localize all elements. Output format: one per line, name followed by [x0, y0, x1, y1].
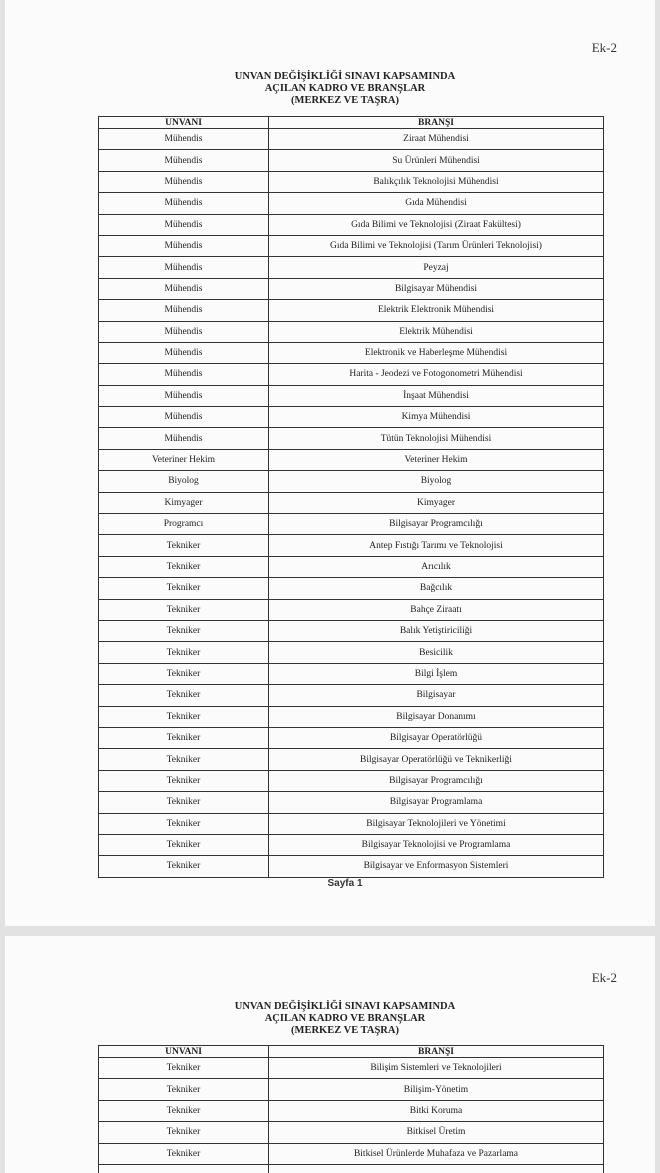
cell-bransi: Bitkisel Ürünlerde Muhafaza ve Pazarlama	[269, 1143, 604, 1164]
table-row	[99, 1079, 604, 1100]
table-row	[99, 663, 604, 684]
heading-line-1: UNVAN DEĞİŞİKLİĞİ SINAVI KAPSAMINDA	[234, 71, 456, 82]
cell-unvani: Tekniker	[99, 578, 269, 599]
cell-bransi: Bilgisayar ve Enformasyon Sistemleri	[269, 856, 604, 877]
table-row	[99, 471, 604, 492]
cell-bransi: Arıcılık	[269, 556, 604, 577]
table-row	[99, 449, 604, 470]
table-row	[99, 321, 604, 342]
cell-bransi: Harita - Jeodezi ve Fotogonometri Mühendisi	[269, 364, 604, 385]
cell-bransi: Bilgisayar Teknolojisi ve Programlama	[269, 834, 604, 855]
column-header-unvani: UNVANI	[99, 117, 269, 129]
table-row	[99, 514, 604, 535]
cell-unvani: Tekniker	[99, 620, 269, 641]
table-row	[99, 407, 604, 428]
heading-line-3: (MERKEZ VE TAŞRA)	[291, 1025, 399, 1036]
cell-bransi: Bitkisel Üretim	[269, 1122, 604, 1143]
table-row	[99, 171, 604, 192]
table-row	[99, 235, 604, 256]
cell-bransi: Bilişim Sistemleri ve Teknolojileri	[269, 1058, 604, 1079]
annex-label: Ek-2	[591, 40, 617, 55]
table-row	[99, 364, 604, 385]
table-row	[99, 727, 604, 748]
cell-unvani: Kimyager	[99, 492, 269, 513]
cell-unvani: Veteriner Hekim	[99, 449, 269, 470]
cell-bransi: Bilgisayar Programlama	[269, 792, 604, 813]
cell-unvani: Mühendis	[99, 321, 269, 342]
table-row	[99, 428, 604, 449]
table-row	[99, 556, 604, 577]
table-row	[99, 300, 604, 321]
positions-table	[98, 116, 604, 878]
heading-line-2: AÇILAN KADRO VE BRANŞLAR	[264, 1013, 426, 1024]
cell-bransi: Bilgisayar Programcılığı	[269, 770, 604, 791]
table-row	[99, 706, 604, 727]
cell-unvani: Mühendis	[99, 193, 269, 214]
table-row	[99, 813, 604, 834]
cell-bransi: Bilgi İşlem	[269, 663, 604, 684]
table-row	[99, 599, 604, 620]
table-row	[99, 193, 604, 214]
cell-unvani: Mühendis	[99, 407, 269, 428]
cell-bransi: Bilgisayar Mühendisi	[269, 278, 604, 299]
heading-line-3: (MERKEZ VE TAŞRA)	[291, 95, 399, 106]
cell-unvani: Mühendis	[99, 364, 269, 385]
cell-unvani: Programcı	[99, 514, 269, 535]
cell-unvani: Mühendis	[99, 257, 269, 278]
cell-unvani: Mühendis	[99, 342, 269, 363]
table-row	[99, 150, 604, 171]
cell-unvani: Mühendis	[99, 278, 269, 299]
cell-unvani: Tekniker	[99, 685, 269, 706]
document-page-2	[5, 936, 655, 1173]
cell-bransi: Tütün Teknolojisi Mühendisi	[269, 428, 604, 449]
table-row	[99, 257, 604, 278]
cell-unvani: Tekniker	[99, 1100, 269, 1121]
table-row	[99, 535, 604, 556]
cell-unvani: Tekniker	[99, 727, 269, 748]
cell-bransi: Bilgisayar Operatörlüğü	[269, 727, 604, 748]
cell-unvani: Tekniker	[99, 556, 269, 577]
cell-bransi: Bilgisayar	[269, 685, 604, 706]
cell-bransi: Bağcılık	[269, 578, 604, 599]
cell-unvani: Tekniker	[99, 1079, 269, 1100]
document-page-1	[5, 0, 655, 926]
table-header-row	[99, 1046, 604, 1058]
cell-bransi: Bilgisayar Operatörlüğü ve Teknikerliği	[269, 749, 604, 770]
cell-bransi: Bilgisayar Programcılığı	[269, 514, 604, 535]
annex-label: Ek-2	[591, 970, 617, 985]
cell-bransi: Gıda Mühendisi	[269, 193, 604, 214]
table-row	[99, 1143, 604, 1164]
cell-unvani: Tekniker	[99, 706, 269, 727]
cell-bransi: Elektrik Mühendisi	[269, 321, 604, 342]
table-row	[99, 1058, 604, 1079]
cell-unvani: Tekniker	[99, 1058, 269, 1079]
cell-bransi: Elektronik ve Haberleşme Mühendisi	[269, 342, 604, 363]
cell-unvani: Mühendis	[99, 171, 269, 192]
table-row	[99, 620, 604, 641]
cell-unvani: Tekniker	[99, 535, 269, 556]
cell-bransi: Kimyager	[269, 492, 604, 513]
cell-bransi: Balıkçılık Teknolojisi Mühendisi	[269, 171, 604, 192]
cell-bransi: Bitki Koruma	[269, 1100, 604, 1121]
cell-unvani: Tekniker	[99, 770, 269, 791]
table-row	[99, 129, 604, 150]
cell-bransi: Bahçe Ziraatı	[269, 599, 604, 620]
table-row	[99, 1122, 604, 1143]
cell-bransi: Gıda Bilimi ve Teknolojisi (Tarım Ürünleri Teknolojisi)	[269, 235, 604, 256]
cell-bransi: Ziraat Mühendisi	[269, 129, 604, 150]
cell-unvani: Tekniker	[99, 1122, 269, 1143]
cell-unvani: Tekniker	[99, 663, 269, 684]
cell-bransi: Veteriner Hekim	[269, 449, 604, 470]
document-heading	[5, 71, 655, 107]
table-body	[99, 1058, 604, 1173]
cell-bransi: Gıda Bilimi ve Teknolojisi (Ziraat Fakültesi)	[269, 214, 604, 235]
cell-unvani: Tekniker	[99, 1143, 269, 1164]
cell-unvani: Tekniker	[99, 856, 269, 877]
cell-bransi: İnşaat Mühendisi	[269, 385, 604, 406]
cell-unvani: Tekniker	[99, 813, 269, 834]
cell-bransi: Bilgisayar Donanımı	[269, 706, 604, 727]
cell-unvani: Tekniker	[99, 792, 269, 813]
cell-bransi: Peyzaj	[269, 257, 604, 278]
table-row	[99, 792, 604, 813]
cell-unvani: Tekniker	[99, 642, 269, 663]
cell-unvani: Mühendis	[99, 235, 269, 256]
heading-line-2: AÇILAN KADRO VE BRANŞLAR	[264, 83, 426, 94]
table-row	[99, 642, 604, 663]
table-row	[99, 1100, 604, 1121]
table-row	[99, 385, 604, 406]
table-body	[99, 129, 604, 878]
table-row	[99, 685, 604, 706]
cell-bransi	[269, 1164, 604, 1173]
cell-unvani: Mühendis	[99, 300, 269, 321]
cell-unvani	[99, 1164, 269, 1173]
cell-bransi: Biyolog	[269, 471, 604, 492]
heading-line-1: UNVAN DEĞİŞİKLİĞİ SINAVI KAPSAMINDA	[234, 1001, 456, 1012]
cell-bransi: Bilgisayar Teknolojileri ve Yönetimi	[269, 813, 604, 834]
table-row	[99, 492, 604, 513]
cell-unvani: Mühendis	[99, 385, 269, 406]
cell-bransi: Bilişim-Yönetim	[269, 1079, 604, 1100]
cell-bransi: Antep Fıstığı Tarımı ve Teknolojisi	[269, 535, 604, 556]
table-row	[99, 214, 604, 235]
cell-unvani: Biyolog	[99, 471, 269, 492]
cell-bransi: Su Ürünleri Mühendisi	[269, 150, 604, 171]
table-row	[99, 834, 604, 855]
cell-unvani: Mühendis	[99, 428, 269, 449]
cell-unvani: Tekniker	[99, 749, 269, 770]
table-row	[99, 1164, 604, 1173]
table-row	[99, 342, 604, 363]
page-number: Sayfa 1	[327, 878, 363, 889]
table-row	[99, 770, 604, 791]
table-row	[99, 856, 604, 877]
cell-bransi: Balık Yetiştiriciliği	[269, 620, 604, 641]
column-header-bransi: BRANŞI	[269, 1046, 604, 1058]
cell-unvani: Tekniker	[99, 834, 269, 855]
column-header-bransi: BRANŞI	[269, 117, 604, 129]
cell-unvani: Tekniker	[99, 599, 269, 620]
table-row	[99, 578, 604, 599]
table-row	[99, 749, 604, 770]
cell-bransi: Kimya Mühendisi	[269, 407, 604, 428]
cell-bransi: Elektrik Elektronik Mühendisi	[269, 300, 604, 321]
document-heading	[5, 1001, 655, 1037]
cell-unvani: Mühendis	[99, 150, 269, 171]
cell-unvani: Mühendis	[99, 214, 269, 235]
column-header-unvani: UNVANI	[99, 1046, 269, 1058]
table-row	[99, 278, 604, 299]
cell-unvani: Mühendis	[99, 129, 269, 150]
positions-table	[98, 1045, 604, 1173]
table-header-row	[99, 117, 604, 129]
cell-bransi: Besicilik	[269, 642, 604, 663]
